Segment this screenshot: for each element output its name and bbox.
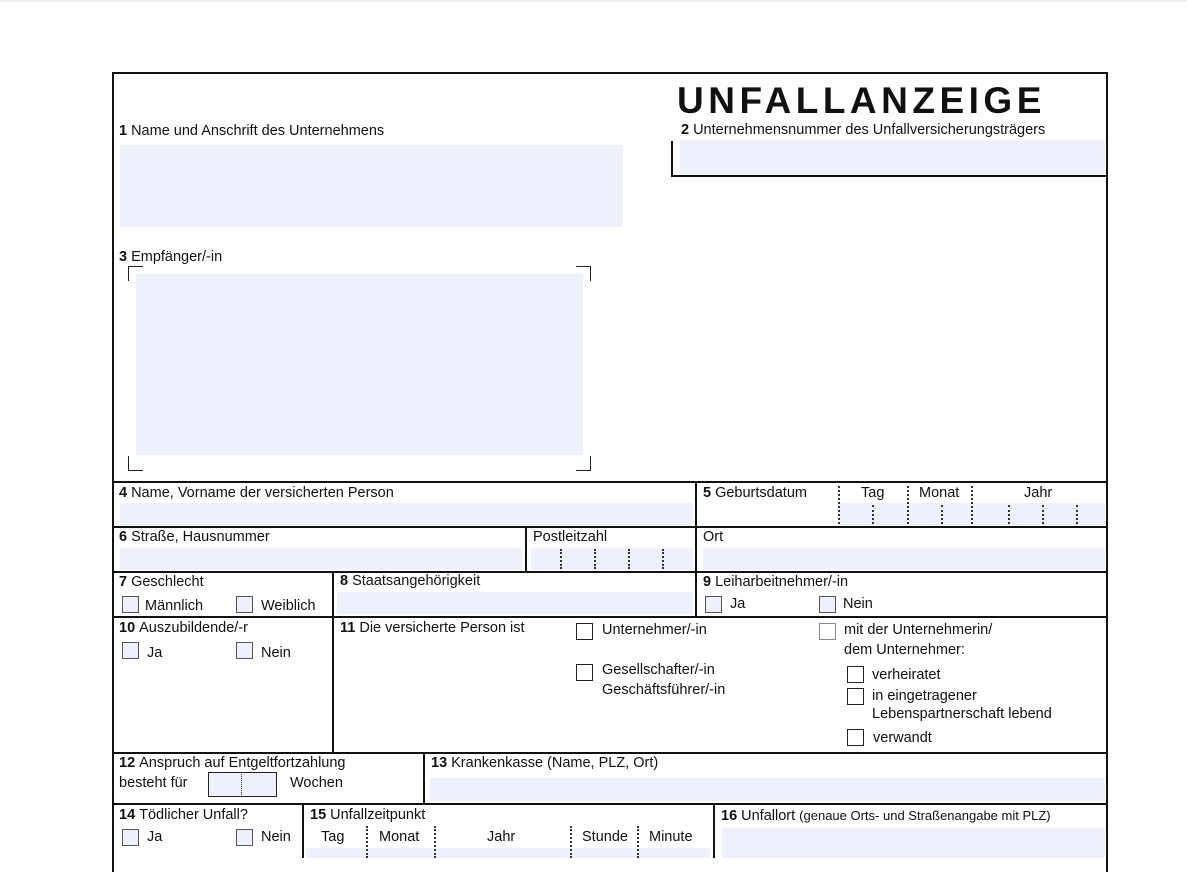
section-12-label: 12 Anspruch auf Entgeltfortzahlung <box>119 755 346 771</box>
lebenspartnerschaft-checkbox[interactable] <box>847 688 864 705</box>
unternehmer-checkbox[interactable] <box>576 623 593 640</box>
section-16-label: 16 Unfallort (genaue Orts- und Straßenangabe mit PLZ) <box>721 808 1051 824</box>
section-15-label: 15 Unfallzeitpunkt <box>310 807 426 823</box>
azubi-nein-checkbox[interactable] <box>236 642 253 659</box>
leiharbeit-ja-label: Ja <box>730 596 746 612</box>
section-11-label: 11 Die versicherte Person ist <box>340 620 525 636</box>
weeks-label: Wochen <box>290 775 343 791</box>
postal-code-field[interactable] <box>531 548 693 570</box>
lebenspartnerschaft-label-2: Lebenspartnerschaft lebend <box>872 706 1052 722</box>
section-6-label: 6 Straße, Hausnummer <box>119 529 270 545</box>
form-title: UNFALLANZEIGE <box>677 80 1046 121</box>
section-7-label: 7 Geschlecht <box>119 574 204 590</box>
mit-unternehmer-checkbox[interactable] <box>819 623 836 640</box>
mit-unternehmer-label-2: dem Unternehmer: <box>844 642 965 658</box>
fatal-nein-checkbox[interactable] <box>236 829 253 846</box>
street-field[interactable] <box>120 548 522 570</box>
section-10-label: 10 Auszubildende/-r <box>119 620 248 636</box>
female-checkbox[interactable] <box>236 596 253 613</box>
verwandt-label: verwandt <box>873 730 932 746</box>
accident-month-label: Monat <box>379 829 420 845</box>
leiharbeit-nein-label: Nein <box>843 596 873 612</box>
birth-month-label: Monat <box>919 485 960 501</box>
male-label: Männlich <box>145 598 204 614</box>
birth-year-label: Jahr <box>1024 485 1053 501</box>
fatal-ja-label: Ja <box>147 829 163 845</box>
mit-unternehmer-label-1: mit der Unternehmerin/ <box>844 622 993 638</box>
accident-day-label: Tag <box>321 829 345 845</box>
section-3-label: 3 Empfänger/-in <box>119 249 223 265</box>
verwandt-checkbox[interactable] <box>847 729 864 746</box>
accident-year-label: Jahr <box>487 829 516 845</box>
birth-day-label: Tag <box>861 485 885 501</box>
azubi-nein-label: Nein <box>261 645 291 661</box>
fatal-ja-checkbox[interactable] <box>122 829 139 846</box>
postal-code-label: Postleitzahl <box>533 529 608 545</box>
lebenspartnerschaft-label-1: in eingetragener <box>872 688 977 704</box>
section-8-label: 8 Staatsangehörigkeit <box>340 573 481 589</box>
section-2-label: 2 Unternehmensnummer des Unfallversicherungsträgers <box>681 122 1046 138</box>
gesellschafter-checkbox[interactable] <box>576 664 593 681</box>
company-name-address-field[interactable] <box>120 145 623 227</box>
address-corner-br <box>576 456 591 471</box>
section-1-label: 1 Name und Anschrift des Unternehmens <box>119 123 385 139</box>
health-insurance-field[interactable] <box>430 778 1105 801</box>
male-checkbox[interactable] <box>122 596 139 613</box>
nationality-field[interactable] <box>337 592 693 614</box>
azubi-ja-label: Ja <box>147 645 163 661</box>
section-5-label: 5 Geburtsdatum <box>703 485 807 501</box>
top-divider <box>0 0 1187 2</box>
city-field[interactable] <box>703 548 1105 570</box>
section-9-label: 9 Leiharbeitnehmer/-in <box>703 574 849 590</box>
gesellschafter-label: Gesellschafter/-in <box>602 662 715 678</box>
recipient-field[interactable] <box>136 274 583 455</box>
section-16-hint: (genaue Orts- und Straßenangabe mit PLZ) <box>799 808 1051 823</box>
geschaeftsfuehrer-label: Geschäftsführer/-in <box>602 682 726 698</box>
unternehmer-label: Unternehmer/-in <box>602 622 707 638</box>
weeks-field[interactable] <box>208 772 277 797</box>
address-corner-bl <box>128 456 143 471</box>
verheiratet-checkbox[interactable] <box>847 666 864 683</box>
fatal-nein-label: Nein <box>261 829 291 845</box>
accident-hour-label: Stunde <box>582 829 628 845</box>
section-4-label: 4 Name, Vorname der versicherten Person <box>119 485 394 501</box>
section-12-label-2: besteht für <box>119 775 188 791</box>
insurer-number-field[interactable] <box>680 140 1105 174</box>
insured-name-field[interactable] <box>120 503 693 525</box>
leiharbeit-ja-checkbox[interactable] <box>705 596 722 613</box>
accident-minute-label: Minute <box>649 829 693 845</box>
leiharbeit-nein-checkbox[interactable] <box>819 596 836 613</box>
city-label: Ort <box>703 529 724 545</box>
verheiratet-label: verheiratet <box>872 667 941 683</box>
accident-location-field[interactable] <box>722 828 1105 858</box>
female-label: Weiblich <box>261 598 316 614</box>
section-14-label: 14 Tödlicher Unfall? <box>119 807 248 823</box>
azubi-ja-checkbox[interactable] <box>122 642 139 659</box>
section-13-label: 13 Krankenkasse (Name, PLZ, Ort) <box>431 755 659 771</box>
